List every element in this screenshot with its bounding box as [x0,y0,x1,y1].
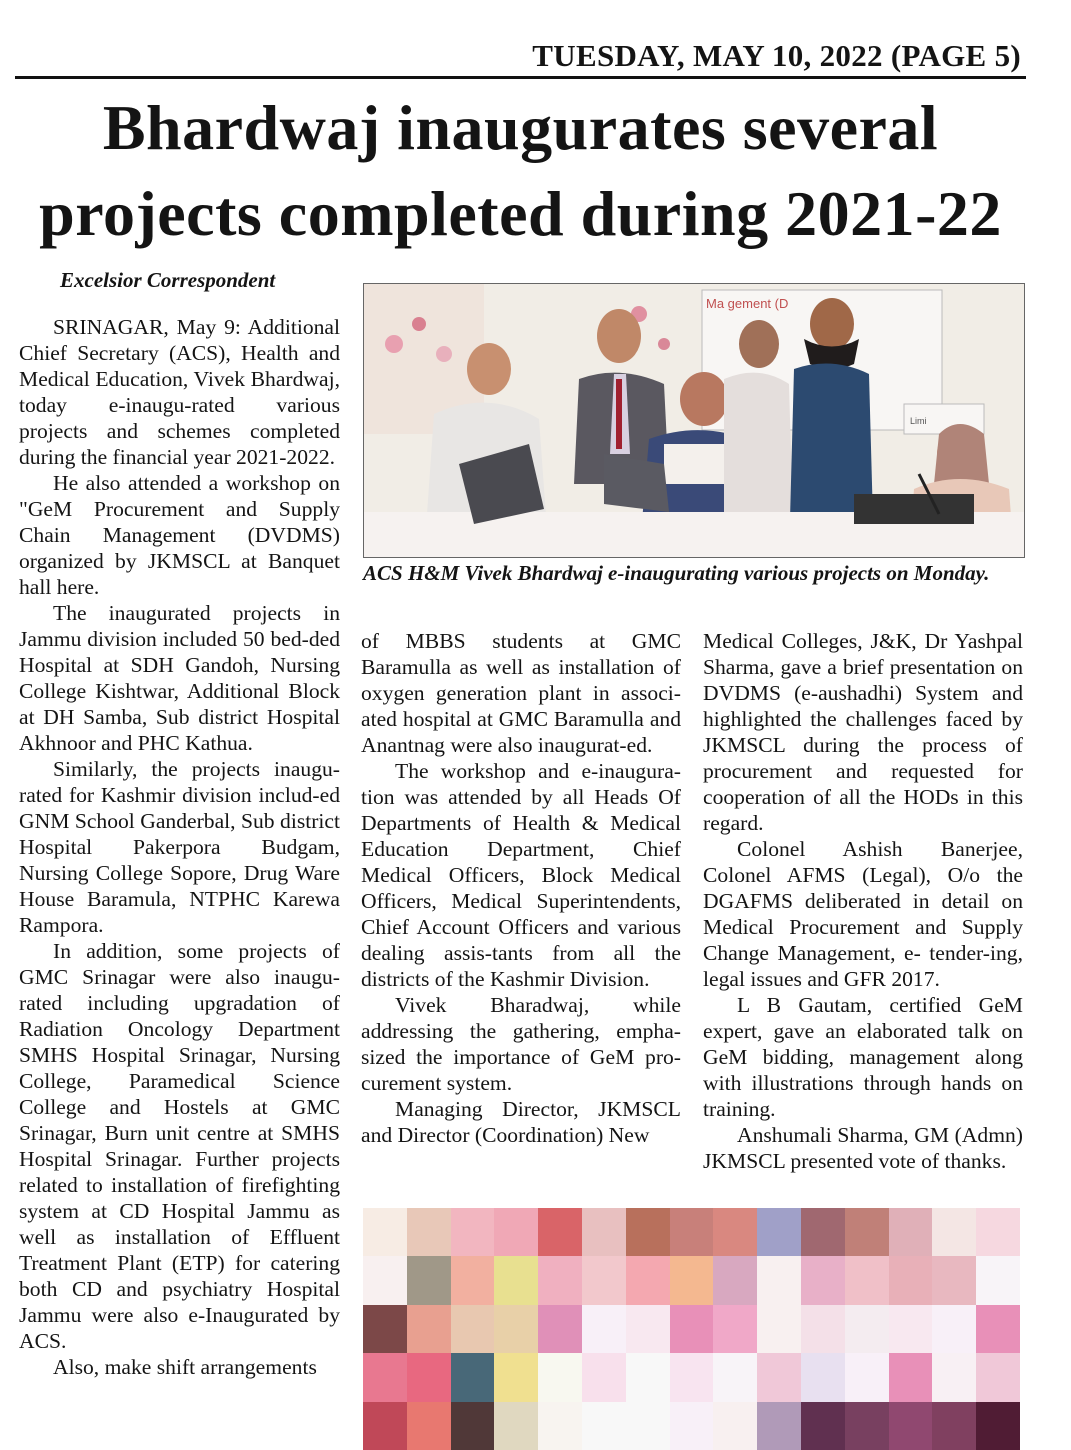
mosaic-tile [889,1402,933,1450]
mosaic-tile [845,1208,889,1256]
mosaic-tile [713,1353,757,1401]
mosaic-tile [582,1256,626,1304]
paragraph: Managing Director, JKMSCL and Director (Coordination) New [361,1097,681,1147]
mosaic-tile [626,1208,670,1256]
mosaic-tile [407,1402,451,1450]
paragraph: of MBBS students at GMC Baramulla as well as installation of oxygen generation plant in associ-ated hospital at GMC Baramulla and Anantnag were also inaugurat-ed. [361,629,681,757]
headline-line-2: projects completed during 2021-22 [39,178,1002,249]
mosaic-tile [670,1208,714,1256]
mosaic-tile [976,1402,1020,1450]
mosaic-tile [670,1256,714,1304]
article-column-1 [19,314,340,1380]
mosaic-tile [626,1402,670,1450]
headline-line-1: Bhardwaj inaugurates several [102,92,939,163]
mosaic-tile [713,1256,757,1304]
mosaic-tile [889,1208,933,1256]
mosaic-tile [845,1353,889,1401]
mosaic-tile [670,1402,714,1450]
mosaic-tile [582,1208,626,1256]
mosaic-tile [932,1305,976,1353]
paragraph: Colonel Ashish Banerjee, Colonel AFMS (Legal), O/o the DGAFMS deliberated in detail on Medical Procurement and Supply Change Management, e- tender-ing, legal issues and GFR 2017. [703,837,1023,991]
mosaic-tile [451,1305,495,1353]
mosaic-tile [451,1208,495,1256]
mosaic-tile [582,1402,626,1450]
mosaic-tile [757,1402,801,1450]
mosaic-tile [538,1208,582,1256]
mosaic-tile [451,1402,495,1450]
mosaic-tile [538,1402,582,1450]
mosaic-tile [713,1402,757,1450]
paragraph: In addition, some projects of GMC Srinagar were also inaugu-rated including upgradation of Radiation Oncology Department SMHS Hospital Srinagar, Nursing College, Paramedical Science College and Hostels at GMC Srinagar, Burn unit centre at SMHS Hospital Srinagar. Further projects related to installation of firefighting system at CD Hospital Jammu as well as installation of Effluent Treatment Plant (ETP) for catering both CD and psychiatry Hospital Jammu were also e-Inaugurated by ACS. [19,939,340,1353]
mosaic-tile [538,1353,582,1401]
banner-text-4: Limi [910,416,927,426]
mosaic-tile [494,1353,538,1401]
mosaic-tile [932,1353,976,1401]
mosaic-tile [757,1256,801,1304]
paragraph: Vivek Bharadwaj, while addressing the gathering, empha-sized the importance of GeM pro-curement system. [361,993,681,1095]
mosaic-tile [494,1256,538,1304]
mosaic-tile [889,1256,933,1304]
dateline: TUESDAY, MAY 10, 2022 (PAGE 5) [532,38,1021,73]
mosaic-tile [670,1353,714,1401]
paragraph: The workshop and e-inaugura-tion was attended by all Heads Of Departments of Health & Medical Education Department, Chief Medical Officers, Block Medical Officers, Medical Superintendents, Chief Account Officers and various dealing assis-tants from all the districts of the Kashmir Division. [361,759,681,991]
mosaic-tile [626,1305,670,1353]
mosaic-tile [494,1305,538,1353]
mosaic-tile [494,1402,538,1450]
mosaic-tile [713,1208,757,1256]
mosaic-tile [713,1305,757,1353]
header-rule [15,76,1026,79]
mosaic-tile [670,1305,714,1353]
paragraph: SRINAGAR, May 9: Additional Chief Secretary (ACS), Health and Medical Education, Vivek Bhardwaj, today e-inaugu-rated various projects and schemes completed during the financial year 2021-2022. [19,315,340,469]
mosaic-tile [889,1353,933,1401]
photo-illustration [364,284,1024,557]
mosaic-tile [801,1208,845,1256]
mosaic-tile [363,1256,407,1304]
mosaic-tile [976,1353,1020,1401]
mosaic-tile [407,1353,451,1401]
article-photo [363,283,1025,558]
mosaic-tile [451,1256,495,1304]
article-column-3 [703,628,1023,1174]
mosaic-tile [363,1305,407,1353]
mosaic-tile [494,1208,538,1256]
mosaic-tile [976,1305,1020,1353]
mosaic-tile [363,1208,407,1256]
mosaic-tile [538,1305,582,1353]
byline: Excelsior Correspondent [60,268,276,292]
mosaic-tile [626,1353,670,1401]
mosaic-tile [582,1353,626,1401]
mosaic-tile [801,1256,845,1304]
mosaic-tile [801,1353,845,1401]
mosaic-tile [363,1353,407,1401]
mosaic-tile [407,1305,451,1353]
paragraph: L B Gautam, certified GeM expert, gave an elaborated talk on GeM bidding, management along with illustrations through hands on training. [703,993,1023,1121]
mosaic-tile [538,1256,582,1304]
mosaic-tile [932,1402,976,1450]
mosaic-tile [626,1256,670,1304]
mosaic-tile [932,1208,976,1256]
mosaic-tile [976,1208,1020,1256]
pixelated-advertisement [363,1208,1020,1450]
mosaic-tile [407,1208,451,1256]
photo-caption: ACS H&M Vivek Bhardwaj e-inaugurating various projects on Monday. [363,561,990,585]
paragraph: The inaugurated projects in Jammu division included 50 bed-ded Hospital at SDH Gandoh, Nursing College Kishtwar, Additional Block at DH Samba, Sub district Hospital Akhnoor and PHC Kathua. [19,601,340,755]
mosaic-tile [757,1353,801,1401]
mosaic-tile [363,1402,407,1450]
mosaic-tile [845,1402,889,1450]
mosaic-tile [845,1256,889,1304]
mosaic-tile [889,1305,933,1353]
mosaic-tile [845,1305,889,1353]
mosaic-tile [801,1402,845,1450]
paragraph: Also, make shift arrangements [53,1355,317,1379]
mosaic-tile [582,1305,626,1353]
article-column-2 [361,628,681,1148]
paragraph: Anshumali Sharma, GM (Admn) JKMSCL presented vote of thanks. [703,1123,1023,1173]
paragraph: He also attended a workshop on "GeM Procurement and Supply Chain Management (DVDMS) organized by JKMSCL at Banquet hall here. [19,471,340,599]
mosaic-tile [932,1256,976,1304]
mosaic-tile [757,1305,801,1353]
mosaic-tile [976,1256,1020,1304]
mosaic-tile [801,1305,845,1353]
mosaic-tile [757,1208,801,1256]
paragraph: Medical Colleges, J&K, Dr Yashpal Sharma, gave a brief presentation on DVDMS (e-aushadhi) System and highlighted the challenges faced by JKMSCL during the process of procurement and requested for cooperation of all the HODs in this regard. [703,629,1023,835]
paragraph: Similarly, the projects inaugu-rated for Kashmir division includ-ed GNM School Ganderbal, Sub district Hospital Pakerpora Budgam, Nursing College Sopore, Drug Ware House Baramula, NTPHC Karewa Rampora. [19,757,340,937]
banner-text-1: Ma gement (D [706,296,789,311]
mosaic-tile [407,1256,451,1304]
mosaic-tile [451,1353,495,1401]
